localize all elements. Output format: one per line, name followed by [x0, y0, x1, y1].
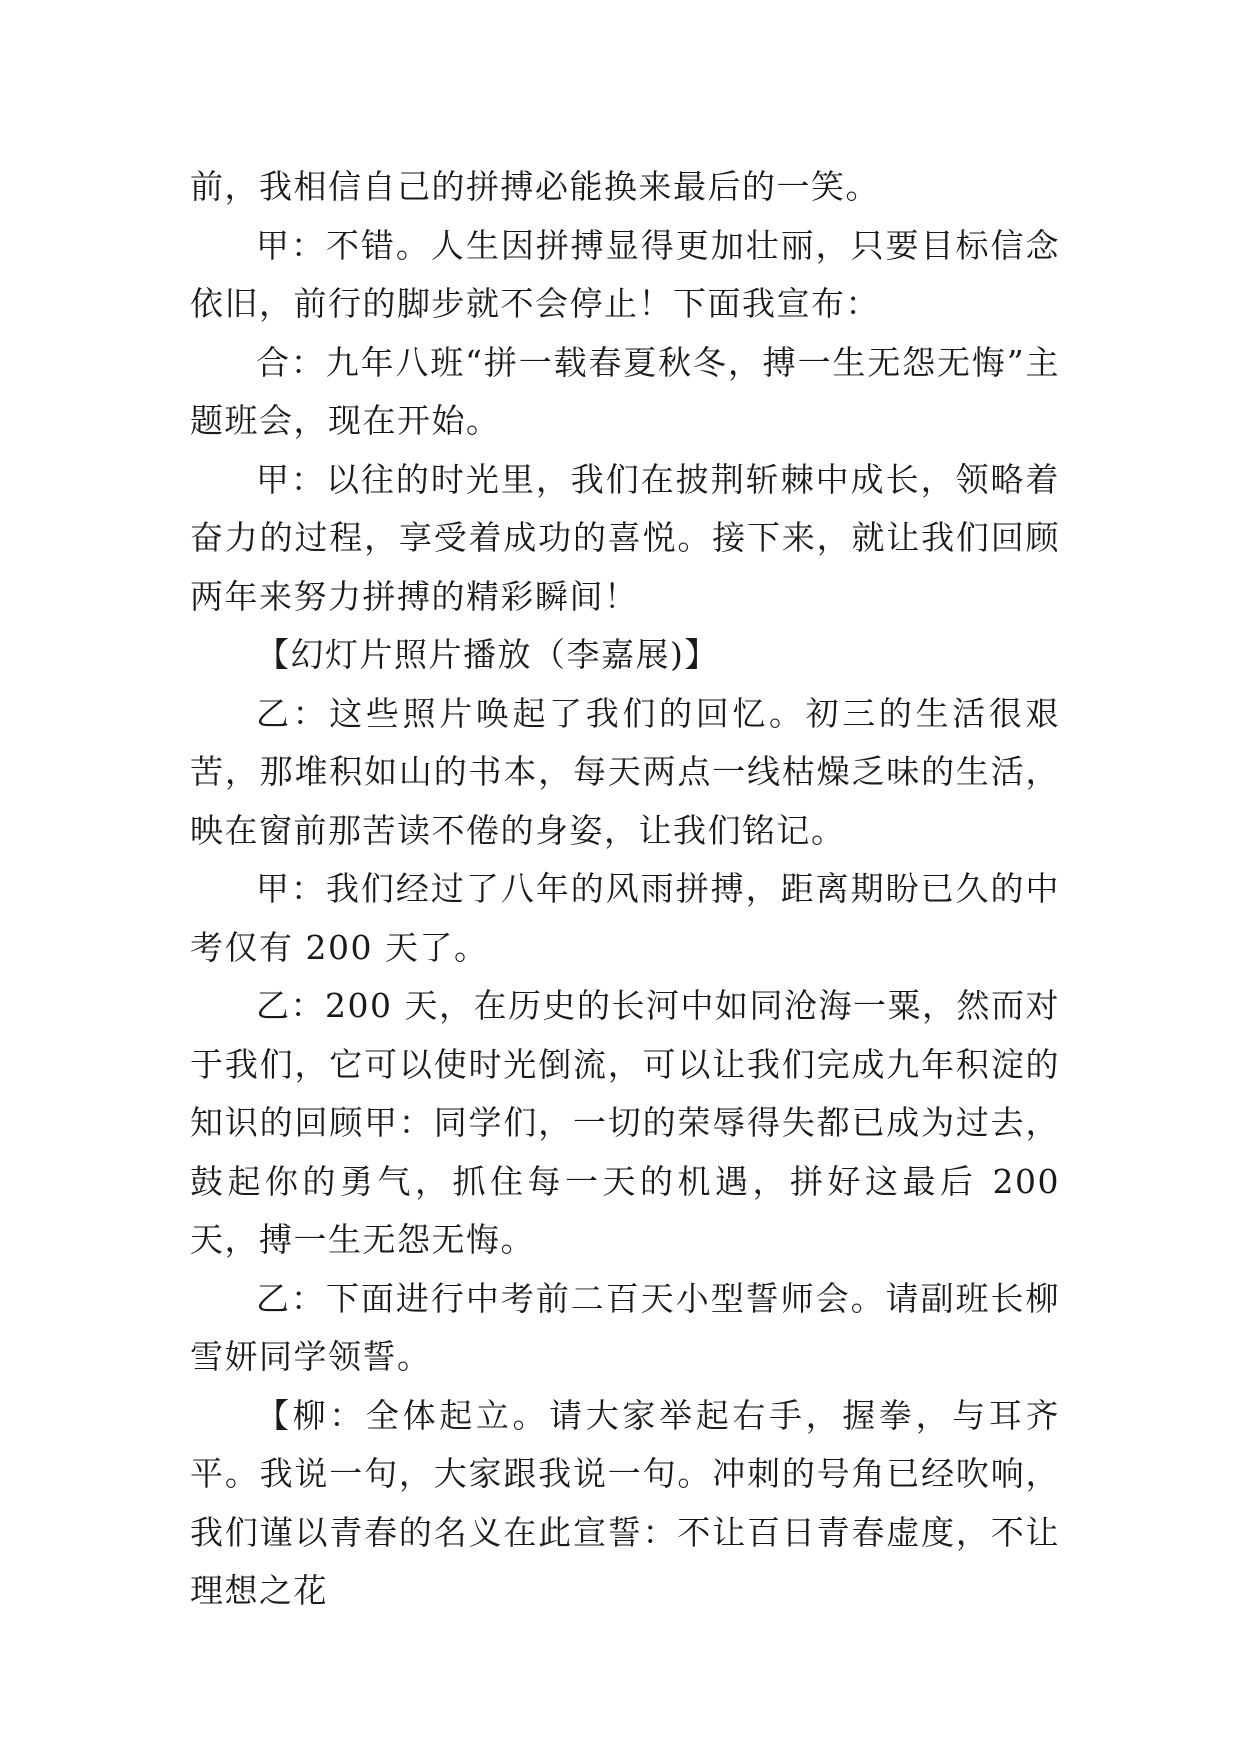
paragraph-jia-countdown: 甲：我们经过了八年的风雨拼搏，距离期盼已久的中考仅有 200 天了。	[190, 869, 1060, 967]
paragraph-he-opening: 合：九年八班“拼一载春夏秋冬，搏一生无怨无悔”主题班会，现在开始。	[190, 342, 1060, 440]
paragraph-liu-oath: 【柳：全体起立。请大家举起右手，握拳，与耳齐平。我说一句，大家跟我说一句。冲刺的号角已经吹响，我们谨以青春的名义在此宣誓：不让百日青春虚度，不让理想之花	[190, 1395, 1060, 1610]
paragraph-jia-announce: 甲：不错。人生因拼搏显得更加壮丽，只要目标信念依旧，前行的脚步就不会停止！下面我宣布：	[190, 225, 1060, 323]
paragraph-yi-memories: 乙：这些照片唤起了我们的回忆。初三的生活很艰苦，那堆积如山的书本，每天两点一线枯燥乏味的生活，映在窗前那苦读不倦的身姿，让我们铭记。	[190, 693, 1060, 850]
paragraph-yi-oath-intro: 乙：下面进行中考前二百天小型誓师会。请副班长柳雪妍同学领誓。	[190, 1278, 1060, 1376]
paragraph-yi-200-days: 乙：200 天，在历史的长河中如同沧海一粟，然而对于我们，它可以使时光倒流，可以让我们完成九年积淀的知识的回顾甲：同学们，一切的荣辱得失都已成为过去，鼓起你的勇气，抓住每一天的机遇，拼好这最后 200 天，搏一生无怨无悔。	[190, 986, 1060, 1259]
paragraph-continuation: 前，我相信自己的拼搏必能换来最后的一笑。	[190, 167, 880, 206]
document-body	[190, 158, 1060, 1621]
paragraph-slideshow-note: 【幻灯片照片播放（李嘉展)】	[256, 635, 719, 674]
paragraph-jia-review: 甲：以往的时光里，我们在披荆斩棘中成长，领略着奋力的过程，享受着成功的喜悦。接下来，就让我们回顾两年来努力拼搏的精彩瞬间！	[190, 459, 1060, 616]
